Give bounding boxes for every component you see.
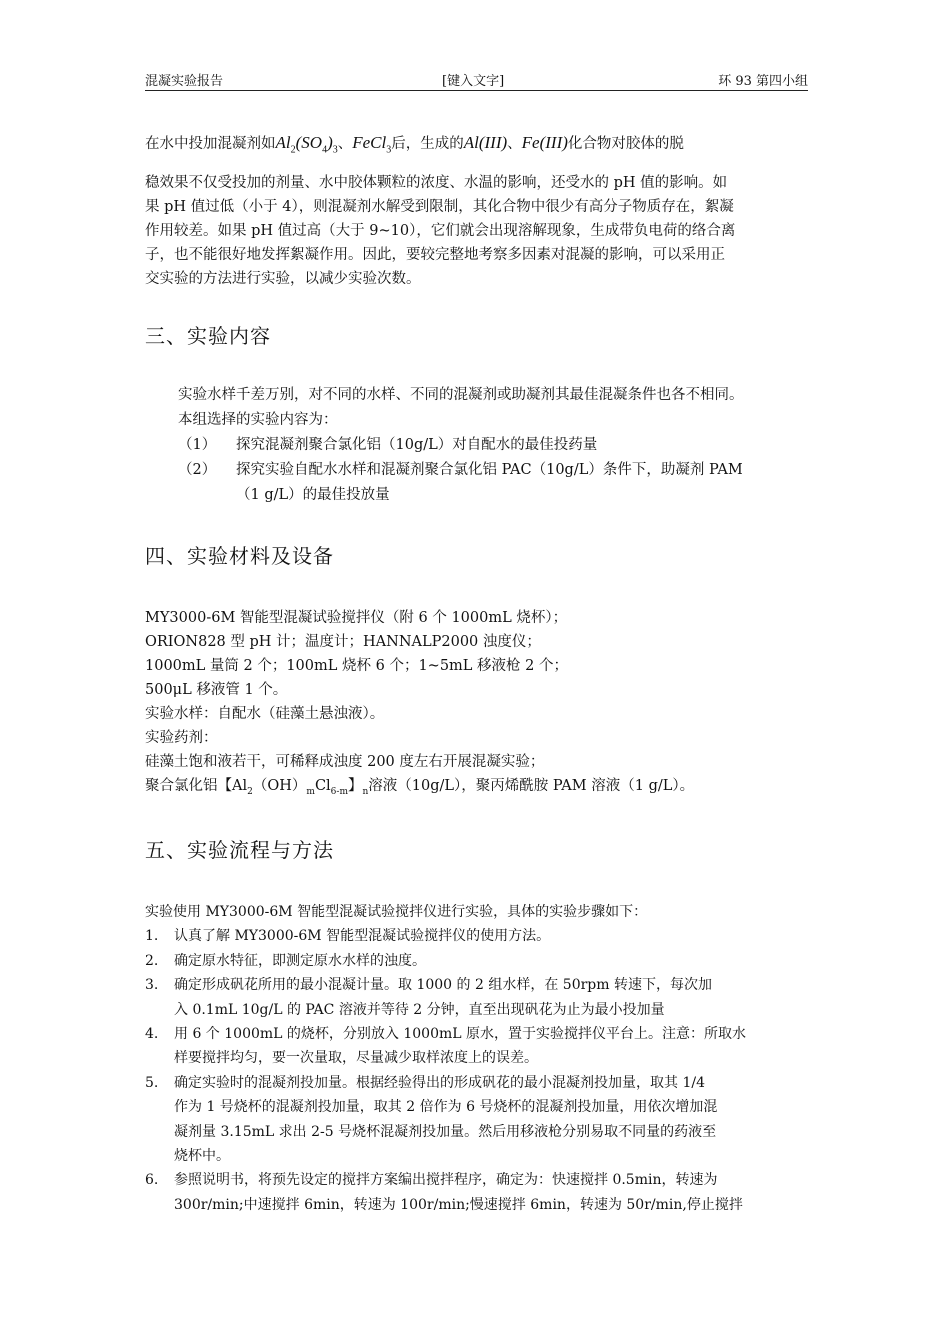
section-3-body (178, 383, 808, 433)
intro-paragraph (145, 128, 808, 291)
procedure-step (145, 1071, 808, 1169)
step-text: 认真了解 MY3000-6M 智能型混凝试验搅拌仪的使用方法。 (174, 928, 551, 945)
header-center: [键入文字] (442, 74, 505, 89)
section-3-list (178, 433, 808, 508)
step-text: 凝剂量 3.15mL 求出 2-5 号烧杯混凝剂投加量。然后用移液枪分别易取不同量的药液至 (174, 1123, 717, 1140)
step-number: 1. (145, 928, 159, 945)
step-number: 6. (145, 1172, 159, 1189)
section-3-line: 实验水样千差万别，对不同的水样、不同的混凝剂或助凝剂其最佳混凝条件也各不相同。 (178, 387, 744, 403)
formula-text: 】 (347, 778, 363, 794)
material-line: 500μL 移液管 1 个。 (145, 682, 288, 698)
formula-fe: FeCl (352, 133, 387, 152)
formula-al: Al (275, 133, 291, 152)
step-number: 4. (145, 1026, 159, 1043)
intro-sep-1: 、 (337, 136, 353, 152)
section-3-heading: 三、实验内容 (145, 324, 271, 348)
formula-al-iii: Al(III) (463, 133, 508, 152)
step-number: 2. (145, 952, 159, 969)
material-line: ORION828 型 pH 计；温度计；HANNALP2000 浊度仪； (145, 634, 541, 650)
step-number: 5. (145, 1074, 159, 1091)
intro-line: 交实验的方法进行实验，以减少实验次数。 (145, 271, 421, 288)
formula-sub: 2 (247, 786, 253, 797)
step-number: 3. (145, 977, 159, 994)
step-text: 参照说明书，将预先设定的搅拌方案编出搅拌程序，确定为：快速搅拌 0.5min，转速为 (174, 1172, 718, 1189)
formula-so-outer-sub: 3 (332, 144, 338, 156)
procedure-step (145, 1022, 808, 1071)
step-text: 作为 1 号烧杯的混凝剂投加量，取其 2 倍作为 6 号烧杯的混凝剂投加量，用依次增加混 (174, 1099, 718, 1116)
intro-text-pre: 在水中投加混凝剂如 (145, 136, 276, 152)
intro-line: 稳效果不仅受投加的剂量、水中胶体颗粒的浓度、水温的影响，还受水的 pH 值的影响。如 (145, 175, 728, 192)
intro-sep-2: 、 (507, 136, 522, 152)
formula-text: 溶液（10g/L），聚丙烯酰胺 PAM 溶液（1 g/L）。 (368, 778, 695, 794)
list-item-text: 探究实验自配水水样和混凝剂聚合氯化铝 PAC（10g/L）条件下，助凝剂 PAM (236, 462, 743, 478)
intro-line: 子，也不能很好地发挥絮凝作用。因此，要较完整地考察多因素对混凝的影响，可以采用正 (145, 247, 725, 264)
material-line: 1000mL 量筒 2 个；100mL 烧杯 6 个；1~5mL 移液枪 2 个； (145, 658, 568, 674)
step-text: 烧杯中。 (174, 1148, 230, 1165)
section-5-heading: 五、实验流程与方法 (145, 838, 334, 862)
procedure-intro: 实验使用 MY3000-6M 智能型混凝试验搅拌仪进行实验，具体的实验步骤如下： (145, 904, 648, 920)
header-rule (145, 90, 808, 91)
step-text: 确定形成矾花所用的最小混凝计量。取 1000 的 2 组水样，在 50rpm 转速下，每次加 (174, 977, 712, 994)
formula-text: 聚合氯化铝【Al (145, 778, 248, 794)
intro-line: 作用较差。如果 pH 值过高（大于 9~10），它们就会出现溶解现象，生成带负电荷的络合离 (145, 223, 736, 240)
intro-text-mid: 后，生成的 (391, 136, 464, 152)
list-item (178, 433, 808, 458)
formula-text: Cl (314, 778, 331, 794)
list-item-text: （1 g/L）的最佳投放量 (236, 487, 390, 503)
intro-text-post: 化合物对胶体的脱 (567, 136, 684, 152)
material-line-formula (145, 774, 808, 804)
material-line: 硅藻土饱和液若干，可稀释成浊度 200 度左右开展混凝实验； (145, 754, 545, 770)
list-item-number: （2） (178, 462, 217, 478)
header-right: 环 93 第四小组 (718, 74, 808, 89)
material-line: 实验药剂： (145, 730, 218, 746)
step-text: 确定原水特征，即测定原水水样的浊度。 (174, 952, 426, 969)
procedure-step (145, 1168, 808, 1217)
formula-fe-sub: 3 (386, 144, 392, 156)
section-5-body (145, 900, 808, 1217)
procedure-step (145, 949, 808, 973)
formula-so-sub: 4 (322, 144, 328, 156)
step-text: 确定实验时的混凝剂投加量。根据经验得出的形成矾花的最小混凝剂投加量，取其 1/4 (174, 1074, 705, 1091)
formula-al-sub: 2 (290, 144, 296, 156)
list-item-number: （1） (178, 437, 217, 453)
formula-fe-iii: Fe(III) (521, 133, 568, 152)
step-text: 样要搅拌均匀，要一次量取，尽量减少取样浓度上的误差。 (174, 1050, 538, 1067)
list-item-text: 探究混凝剂聚合氯化铝（10g/L）对自配水的最佳投药量 (236, 437, 598, 453)
step-text: 入 0.1mL 10g/L 的 PAC 溶液并等待 2 分钟，直至出现矾花为止为最小投加量 (174, 1001, 665, 1018)
formula-sub: 6-m (330, 786, 348, 797)
procedure-step (145, 973, 808, 1022)
formula-fecl3 (352, 133, 392, 156)
page-header (145, 70, 808, 92)
step-text: 用 6 个 1000mL 的烧杯，分别放入 1000mL 原水，置于实验搅拌仪平台上。注意：所取水 (174, 1026, 747, 1043)
material-line: 实验水样：自配水（硅藻土悬浊液）。 (145, 706, 385, 722)
procedure-step (145, 924, 808, 948)
section-3-line: 本组选择的实验内容为： (178, 412, 338, 428)
intro-line-1 (145, 128, 808, 165)
material-line: MY3000-6M 智能型混凝试验搅拌仪（附 6 个 1000mL 烧杯）； (145, 610, 568, 626)
intro-line: 果 pH 值过低（小于 4），则混凝剂水解受到限制，其化合物中很少有高分子物质存在，絮凝 (145, 199, 734, 216)
formula-so: (SO (295, 133, 323, 152)
list-item (178, 458, 808, 508)
section-4-body (145, 606, 808, 804)
section-4-heading: 四、实验材料及设备 (145, 544, 334, 568)
formula-al2so43 (275, 133, 338, 156)
formula-text: （OH） (252, 778, 307, 794)
header-left: 混凝实验报告 (145, 74, 224, 89)
formula-sub: n (362, 786, 369, 797)
formula-so-close: ) (327, 133, 333, 152)
step-text: 300r/min;中速搅拌 6min，转速为 100r/min;慢速搅拌 6min，转速为 50r/min,停止搅拌 (174, 1196, 743, 1213)
formula-sub: m (306, 786, 315, 797)
